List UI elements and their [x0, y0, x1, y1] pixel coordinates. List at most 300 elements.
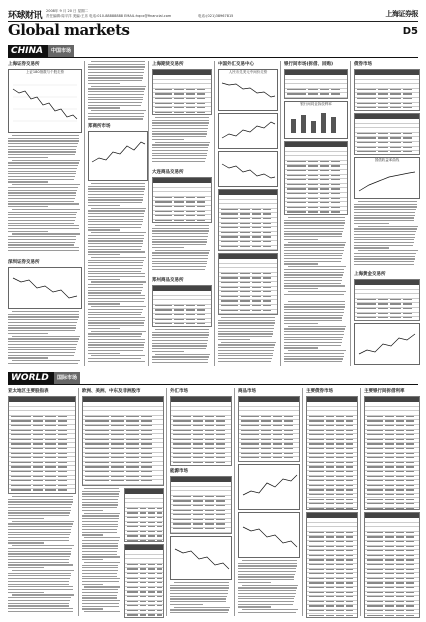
china-sub-label: 中国市场 [48, 45, 74, 57]
text-line [88, 240, 143, 241]
text-line [174, 607, 230, 608]
text-line [284, 247, 344, 248]
table-row [355, 119, 419, 124]
text-line [8, 225, 79, 226]
table-row [153, 314, 211, 319]
text-line [8, 247, 79, 248]
text-line [288, 350, 346, 351]
text-line [354, 217, 414, 218]
chart-box [238, 464, 300, 510]
text-line [88, 69, 144, 70]
text-line [88, 191, 144, 192]
table-row [365, 503, 419, 508]
world-col-6 [364, 388, 418, 616]
text-line [88, 339, 145, 340]
chart-caption: 人民币兑美元中间价走势 [228, 70, 268, 74]
chart-box [354, 323, 420, 365]
text-line [284, 261, 341, 262]
table-row [153, 323, 211, 327]
text-line [354, 247, 389, 248]
text-line [88, 290, 142, 291]
world-col-4 [238, 388, 300, 616]
text-line [284, 220, 345, 221]
text-line [8, 203, 79, 204]
text-line [8, 584, 69, 585]
text-line [354, 212, 415, 213]
text-line [88, 320, 145, 321]
text-line [8, 523, 73, 524]
text-line [170, 601, 226, 602]
text-line [284, 345, 341, 346]
table-row [9, 471, 75, 476]
text-line [8, 605, 69, 606]
text-line [152, 120, 209, 121]
subhead-dalian: 大连商品交易所 [152, 170, 184, 175]
text-line [238, 576, 294, 577]
text-line [170, 609, 229, 610]
text-line [218, 353, 273, 354]
table-row [307, 564, 357, 569]
table-row [153, 206, 211, 211]
table-row [171, 402, 231, 407]
column-head: 中国外汇交易中心 [218, 62, 254, 67]
text-line [155, 329, 208, 330]
subhead-energy: 能源市场 [170, 469, 188, 474]
text-line [152, 362, 208, 363]
text-line [82, 491, 120, 492]
text-line [88, 333, 142, 334]
text-line [284, 323, 318, 324]
table-row [171, 505, 231, 510]
text-line [12, 311, 78, 312]
column-rule [350, 61, 351, 366]
text-line [84, 488, 119, 489]
text-line [88, 116, 144, 117]
table-row [365, 448, 419, 453]
text-line [174, 582, 229, 583]
table-row [307, 596, 357, 601]
text-line [8, 338, 79, 339]
text-line [238, 571, 296, 572]
text-line [238, 565, 297, 566]
data-table [152, 177, 212, 223]
data-table [238, 396, 300, 462]
text-line [82, 567, 118, 568]
subhead-zhengzhou2: 郑州商品交易所 [152, 278, 184, 283]
column-head: 亚太地区主要股指表 [8, 389, 49, 394]
text-line [82, 545, 118, 546]
text-line [88, 66, 145, 67]
text-line [91, 110, 146, 111]
text-line [82, 529, 117, 530]
text-line [88, 105, 141, 106]
text-line [88, 216, 144, 217]
text-line [82, 589, 118, 590]
text-line [152, 161, 205, 162]
text-line [82, 507, 117, 508]
text-line [82, 515, 119, 516]
text-line [242, 609, 298, 610]
table-row [355, 308, 419, 313]
text-line [12, 594, 74, 595]
data-table [306, 512, 358, 618]
table-row [365, 508, 419, 510]
text-line [152, 147, 208, 148]
column-head: 银行间市场(拆借、回购) [284, 62, 334, 67]
text-line [8, 564, 73, 565]
table-row [355, 285, 419, 290]
text-line [8, 344, 77, 345]
text-line [238, 582, 271, 583]
text-line [88, 197, 143, 198]
text-line [8, 314, 79, 315]
brand-right: 上海证券报 [385, 9, 418, 18]
column-head: 债券市场 [354, 62, 372, 67]
text-line [91, 61, 144, 62]
text-line [152, 150, 208, 151]
text-line [88, 213, 144, 214]
table-row [239, 425, 299, 430]
table-row [171, 533, 231, 534]
world-label: WORLD [8, 372, 55, 384]
text-line [284, 269, 344, 270]
text-line [288, 266, 346, 267]
text-line [88, 186, 145, 187]
table-row [365, 402, 419, 407]
text-line [8, 149, 76, 150]
text-line [88, 262, 143, 263]
text-line [8, 562, 69, 563]
text-line [284, 337, 343, 338]
text-line [8, 239, 76, 240]
text-line [8, 143, 78, 144]
article-text [88, 61, 146, 121]
table-row [307, 448, 357, 453]
table-row [219, 218, 277, 223]
text-line [170, 587, 229, 588]
text-line [88, 276, 145, 277]
table-row [171, 528, 231, 533]
table-row [153, 220, 211, 223]
text-line [88, 325, 144, 326]
text-line [152, 239, 207, 240]
text-line [284, 304, 345, 305]
text-line [152, 125, 208, 126]
text-line [284, 358, 343, 359]
table-row [285, 193, 347, 198]
text-line [88, 279, 120, 280]
text-line [152, 351, 184, 352]
text-line [170, 593, 228, 594]
text-line [152, 139, 184, 140]
table-row [153, 75, 211, 80]
table-row [153, 112, 211, 115]
text-line [152, 252, 209, 253]
masthead [0, 0, 426, 42]
table-row [355, 142, 419, 147]
text-line [82, 493, 119, 494]
text-line [8, 534, 70, 535]
text-line [284, 258, 342, 259]
chart-box [8, 267, 82, 309]
text-line [354, 223, 389, 224]
text-line [88, 94, 144, 95]
text-line [284, 233, 342, 234]
text-line [152, 228, 209, 229]
text-line [8, 581, 69, 582]
text-line [284, 244, 345, 245]
text-line [8, 176, 75, 177]
text-line [82, 502, 118, 503]
table-row [307, 402, 357, 407]
text-line [88, 295, 145, 296]
text-line [88, 238, 144, 239]
text-line [8, 206, 48, 207]
text-line [8, 198, 75, 199]
text-line [354, 253, 416, 254]
text-line [84, 562, 120, 563]
text-line [218, 328, 274, 329]
world-col-5 [306, 388, 358, 616]
text-line [284, 228, 344, 229]
text-line [88, 284, 143, 285]
column-head: 欧洲、美洲、中东及非洲股市 [82, 389, 141, 394]
table-row [355, 98, 419, 103]
text-line [12, 209, 80, 210]
text-line [152, 332, 209, 333]
text-line [155, 117, 208, 118]
text-line [354, 245, 413, 246]
text-line [88, 221, 143, 222]
text-line [82, 592, 118, 593]
text-line [91, 355, 145, 356]
text-line [8, 181, 48, 182]
text-line [8, 611, 73, 612]
line-chart [9, 75, 81, 131]
chart-caption: 国债收益率曲线 [374, 158, 400, 162]
table-row [307, 480, 357, 485]
text-line [8, 578, 70, 579]
text-line [152, 337, 208, 338]
text-line [88, 361, 145, 362]
contact-line: 电话:(021)38967815 [198, 14, 234, 18]
article-text [152, 225, 210, 273]
world-col-2 [82, 388, 164, 616]
text-line [82, 524, 118, 525]
text-line [8, 231, 48, 232]
text-line [8, 567, 44, 568]
text-line [88, 273, 145, 274]
text-line [284, 331, 344, 332]
text-line [82, 600, 120, 601]
table-row [9, 480, 75, 485]
table-row [365, 564, 419, 569]
table-row [285, 211, 347, 215]
text-line [91, 306, 146, 307]
text-line [8, 322, 77, 323]
text-line [8, 242, 75, 243]
column-rule [148, 61, 149, 366]
text-line [152, 128, 208, 129]
text-line [88, 342, 145, 343]
text-line [218, 322, 275, 323]
text-line [284, 225, 344, 226]
text-line [88, 210, 145, 211]
text-line [354, 220, 414, 221]
text-line [88, 113, 144, 114]
table-row [365, 541, 419, 546]
table-row [285, 98, 347, 99]
text-line [284, 320, 342, 321]
text-line [12, 135, 78, 136]
text-line [238, 590, 296, 591]
text-line [284, 239, 318, 240]
text-line [354, 234, 415, 235]
data-table [8, 396, 76, 494]
text-line [8, 349, 76, 350]
text-line [88, 102, 142, 103]
column-shfe [152, 61, 212, 366]
text-line [8, 250, 79, 251]
text-line [284, 306, 345, 307]
text-line [155, 225, 208, 226]
text-line [284, 285, 345, 286]
text-line [88, 107, 120, 108]
text-line [170, 612, 228, 613]
text-line [91, 232, 146, 233]
table-row [307, 614, 357, 618]
text-line [152, 122, 209, 123]
text-line [12, 521, 74, 522]
text-line [88, 328, 120, 329]
table-row [83, 485, 163, 486]
text-line [91, 208, 146, 209]
text-line [284, 312, 344, 313]
text-line [354, 258, 415, 259]
text-line [12, 233, 80, 234]
text-line [88, 64, 145, 65]
world-band [8, 372, 418, 385]
text-line [88, 229, 120, 230]
data-table [354, 69, 420, 111]
text-line [170, 604, 203, 605]
text-line [8, 515, 69, 516]
text-line [88, 202, 142, 203]
text-line [8, 355, 74, 356]
text-line [152, 144, 209, 145]
table-row [125, 540, 163, 542]
page-code: D5 [402, 26, 418, 37]
text-line [12, 496, 73, 497]
text-line [12, 360, 80, 361]
subhead-shenzhen: 深圳证券交易所 [8, 260, 40, 265]
column-rule [302, 388, 303, 616]
text-line [8, 532, 71, 533]
text-line [284, 253, 343, 254]
text-line [284, 347, 318, 348]
text-line [88, 268, 142, 269]
data-table [354, 113, 420, 155]
text-line [12, 336, 80, 337]
text-line [218, 344, 275, 345]
text-line [8, 236, 76, 237]
article-text [170, 582, 230, 616]
section-title: Global markets [8, 21, 130, 39]
data-table [152, 69, 212, 115]
text-line [88, 188, 145, 189]
text-line [8, 190, 77, 191]
text-line [238, 604, 293, 605]
table-row [307, 508, 357, 510]
text-line [218, 325, 274, 326]
text-line [221, 317, 274, 318]
chart-caption: 银行间同业拆放利率 [300, 102, 332, 106]
text-line [88, 292, 141, 293]
text-line [8, 168, 77, 169]
text-line [8, 507, 71, 508]
table-row [355, 151, 419, 155]
text-line [8, 526, 72, 527]
text-line [152, 230, 209, 231]
text-line [354, 264, 414, 265]
text-line [82, 534, 103, 535]
text-line [82, 521, 118, 522]
text-line [238, 601, 294, 602]
text-line [12, 184, 80, 185]
text-line [8, 518, 44, 519]
text-line [8, 542, 44, 543]
text-line [170, 598, 226, 599]
text-line [82, 526, 118, 527]
text-line [82, 518, 119, 519]
text-line [284, 288, 318, 289]
text-line [8, 501, 73, 502]
text-line [152, 131, 207, 132]
text-line [91, 281, 146, 282]
text-line [284, 317, 342, 318]
text-line [88, 194, 144, 195]
text-line [8, 548, 72, 549]
line-chart [171, 537, 231, 579]
text-line [152, 155, 207, 156]
text-line [354, 237, 415, 238]
text-line [8, 330, 75, 331]
text-line [82, 595, 117, 596]
text-line [88, 350, 143, 351]
text-line [284, 342, 342, 343]
text-line [88, 317, 145, 318]
chart-box [238, 512, 300, 558]
chart-box [284, 101, 348, 139]
text-line [8, 504, 72, 505]
line-chart [89, 132, 147, 180]
text-line [284, 231, 343, 232]
text-line [8, 341, 78, 342]
text-line [82, 551, 117, 552]
text-line [8, 212, 77, 213]
text-line [8, 512, 70, 513]
text-line [82, 565, 118, 566]
table-row [219, 250, 277, 251]
text-line [8, 154, 75, 155]
text-line [8, 201, 74, 202]
editor-line: 责任编辑:周平洋 美编:王乐 电话:010-88888888 EMAIL:hqcx@financial.com [46, 14, 172, 18]
text-line [238, 596, 295, 597]
table-row [153, 291, 211, 296]
article-text [8, 135, 80, 255]
text-line [88, 336, 141, 337]
table-row [307, 518, 357, 523]
